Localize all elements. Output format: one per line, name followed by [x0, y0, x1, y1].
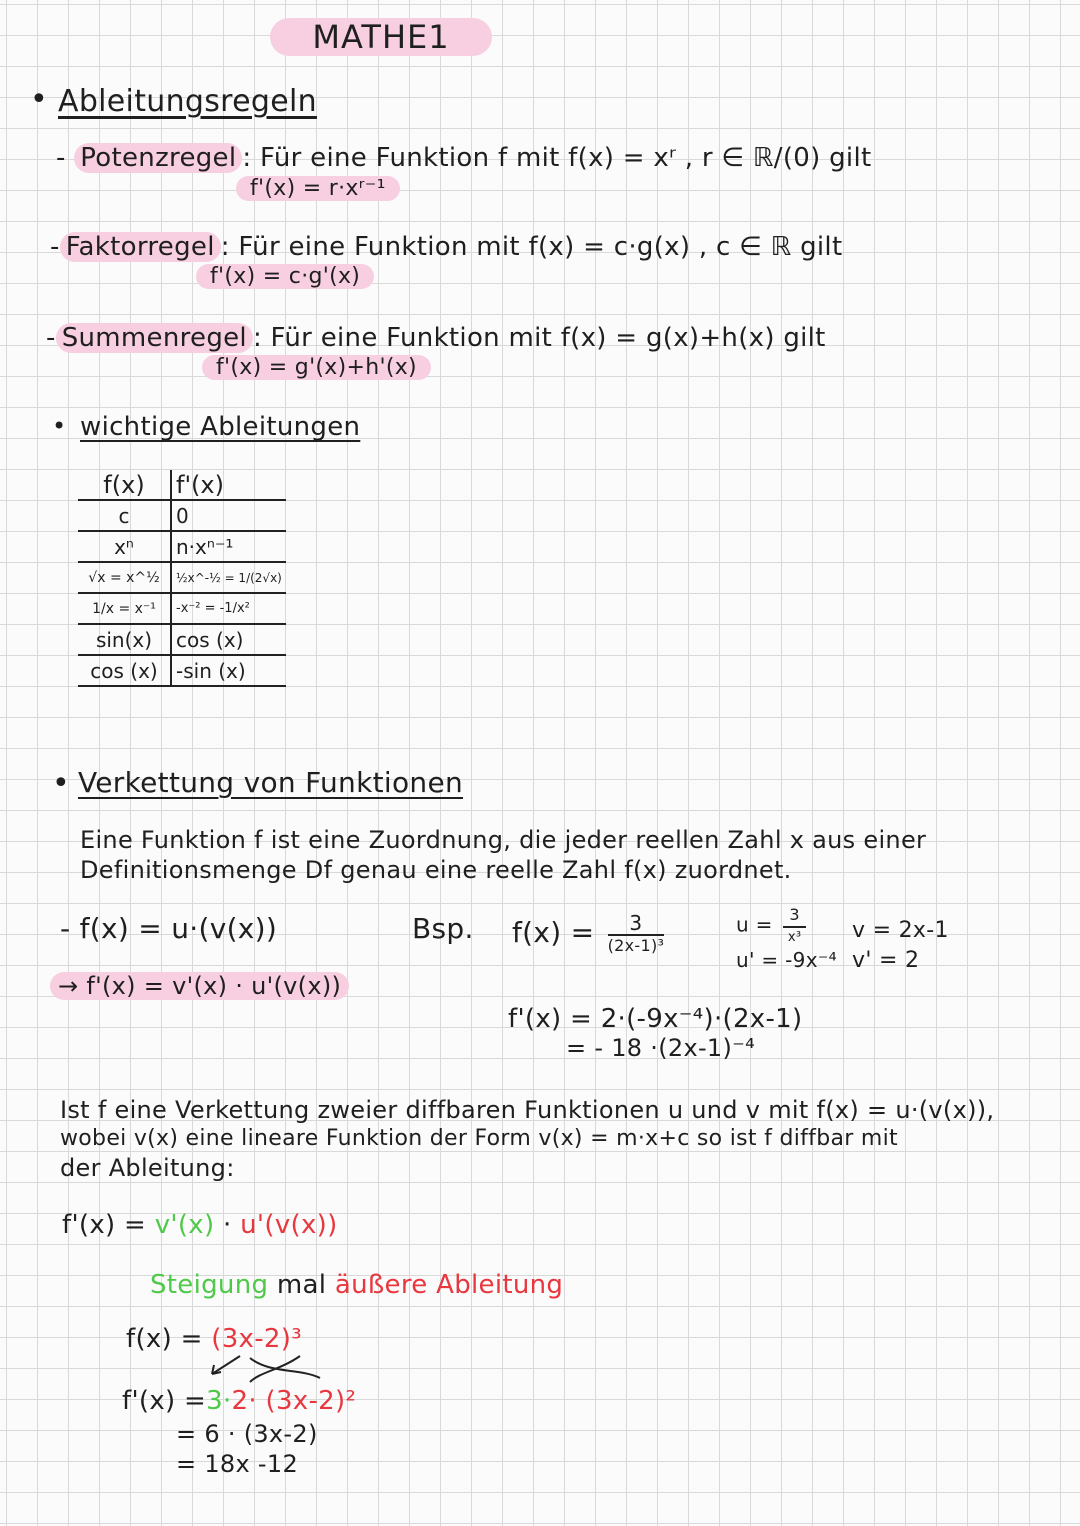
table-row — [78, 562, 286, 593]
paragraph-line-3: der Ableitung: — [60, 1154, 235, 1182]
example2-step-2: = 18x -12 — [176, 1450, 299, 1478]
chain-prefix: f'(x) = — [62, 1210, 147, 1240]
example2-dot: · — [222, 1386, 232, 1416]
rule-potenz: - Potenzregel : Für eine Funktion f mit f(x) = xʳ , r ∈ ℝ/(0) gilt — [56, 143, 872, 173]
chain-outer-derivative: u'(v(x)) — [240, 1210, 338, 1240]
table-row — [78, 624, 286, 655]
example2-derivative — [122, 1386, 356, 1416]
example2-factor-3: 3 — [206, 1386, 223, 1416]
table-cell: 1/x = x⁻¹ — [78, 593, 171, 624]
definition-line-2: Definitionsmenge Df genau eine reelle Zahl f(x) zuordnet. — [80, 856, 792, 884]
paragraph-line-1: Ist f eine Verkettung zweier diffbaren Funktionen u und v mit f(x) = u·(v(x)), — [60, 1096, 995, 1124]
derivatives-table — [78, 470, 286, 687]
table-cell: n·xⁿ⁻¹ — [171, 531, 286, 562]
bullet-dot: • — [30, 82, 48, 117]
faktor-label: Faktorregel — [60, 232, 221, 262]
example2-deriv-prefix: f'(x) = — [122, 1386, 207, 1416]
fraction-numerator: 3 — [783, 904, 805, 928]
definition-line-1: Eine Funktion f ist eine Zuordnung, die jeder reellen Zahl x aus einer — [80, 826, 927, 854]
chain-dot: · — [223, 1210, 232, 1240]
example-fraction — [608, 912, 665, 956]
example-function-prefix: f(x) = — [512, 916, 595, 949]
table-row — [78, 593, 286, 624]
chain-rule-derivative: → f'(x) = v'(x) · u'(v(x)) — [50, 972, 349, 1000]
example2-step-1: = 6 · (3x-2) — [176, 1420, 318, 1448]
summe-text: : Für eine Funktion mit f(x) = g(x)+h(x) gilt — [252, 323, 826, 353]
summe-formula: f'(x) = g'(x)+h'(x) — [202, 355, 431, 380]
table-cell: -x⁻² = -1/x² — [171, 593, 286, 624]
bullet-dot: • — [52, 766, 70, 801]
table-header-fx: f(x) — [78, 470, 171, 500]
fraction-denominator: (2x-1)³ — [607, 936, 665, 955]
caption-steigung: Steigung — [150, 1270, 269, 1300]
u-label: u = — [736, 912, 773, 937]
table-header-fprime: f'(x) — [171, 470, 286, 500]
faktor-text: : Für eine Funktion mit f(x) = c·g(x) , c ∈ ℝ gilt — [220, 232, 843, 262]
summe-label: Summenregel — [56, 323, 253, 353]
table-cell: cos (x) — [171, 624, 286, 655]
table-cell: sin(x) — [78, 624, 171, 655]
fraction-denominator: x³ — [787, 930, 802, 945]
slope-caption — [150, 1270, 563, 1300]
table-row — [78, 500, 286, 531]
chain-inner-derivative: v'(x) — [154, 1210, 215, 1240]
example-function — [512, 912, 668, 956]
caption-aeussere-ableitung: äußere Ableitung — [334, 1270, 564, 1300]
example2-expression: (3x-2)³ — [211, 1324, 302, 1354]
example2-function — [126, 1324, 302, 1354]
table-row — [78, 655, 286, 686]
rule-summe: - Summenregel : Für eine Funktion mit f(x) = g(x)+h(x) gilt — [46, 323, 826, 353]
chain-rule-formula — [62, 1210, 338, 1240]
example2-prefix: f(x) = — [126, 1324, 203, 1354]
example-result-2: = - 18 ·(2x-1)⁻⁴ — [566, 1034, 756, 1062]
table-cell: cos (x) — [78, 655, 171, 686]
table-cell: 0 — [171, 500, 286, 531]
potenz-text: : Für eine Funktion f mit f(x) = xʳ , r ∈ ℝ/(0) gilt — [242, 143, 872, 173]
v-derivative: v' = 2 — [852, 948, 920, 973]
u-fraction — [783, 904, 805, 948]
table-cell: xⁿ — [78, 531, 171, 562]
example2-rest: · (3x-2)² — [248, 1386, 357, 1416]
table-cell: ½x^-½ = 1/(2√x) — [171, 562, 286, 593]
arrow-line — [212, 1356, 240, 1374]
rule-faktor: - Faktorregel : Für eine Funktion mit f(x) = c·g(x) , c ∈ ℝ gilt — [50, 232, 843, 262]
u-derivative: u' = -9x⁻⁴ — [736, 948, 837, 972]
potenz-label: Potenzregel — [74, 143, 242, 173]
table-header-row — [78, 470, 286, 500]
heading-verkettung: Verkettung von Funktionen — [78, 766, 464, 799]
fraction-numerator: 3 — [608, 912, 665, 936]
heading-wichtige-ableitungen: wichtige Ableitungen — [80, 412, 361, 442]
u-definition — [736, 904, 810, 948]
example-result-1: f'(x) = 2·(-9x⁻⁴)·(2x-1) — [508, 1004, 803, 1034]
faktor-formula: f'(x) = c·g'(x) — [196, 264, 374, 289]
paragraph-line-2: wobei v(x) eine lineare Funktion der Form v(x) = m·x+c so ist f diffbar mit — [60, 1126, 898, 1151]
table-cell: c — [78, 500, 171, 531]
chain-rule-def: - f(x) = u·(v(x)) — [60, 912, 278, 945]
caption-mal: mal — [276, 1270, 327, 1300]
potenz-formula: f'(x) = r·xʳ⁻¹ — [236, 176, 400, 201]
v-definition: v = 2x-1 — [852, 918, 949, 943]
example2-factor-2: 2 — [231, 1386, 249, 1416]
example-label: Bsp. — [412, 912, 474, 945]
table-cell: √x = x^½ — [78, 562, 171, 593]
table-row — [78, 531, 286, 562]
table-cell: -sin (x) — [171, 655, 286, 686]
heading-ableitungsregeln: Ableitungsregeln — [58, 84, 317, 119]
bullet-dot: • — [52, 412, 67, 440]
page-title: MATHE1 — [270, 18, 492, 56]
